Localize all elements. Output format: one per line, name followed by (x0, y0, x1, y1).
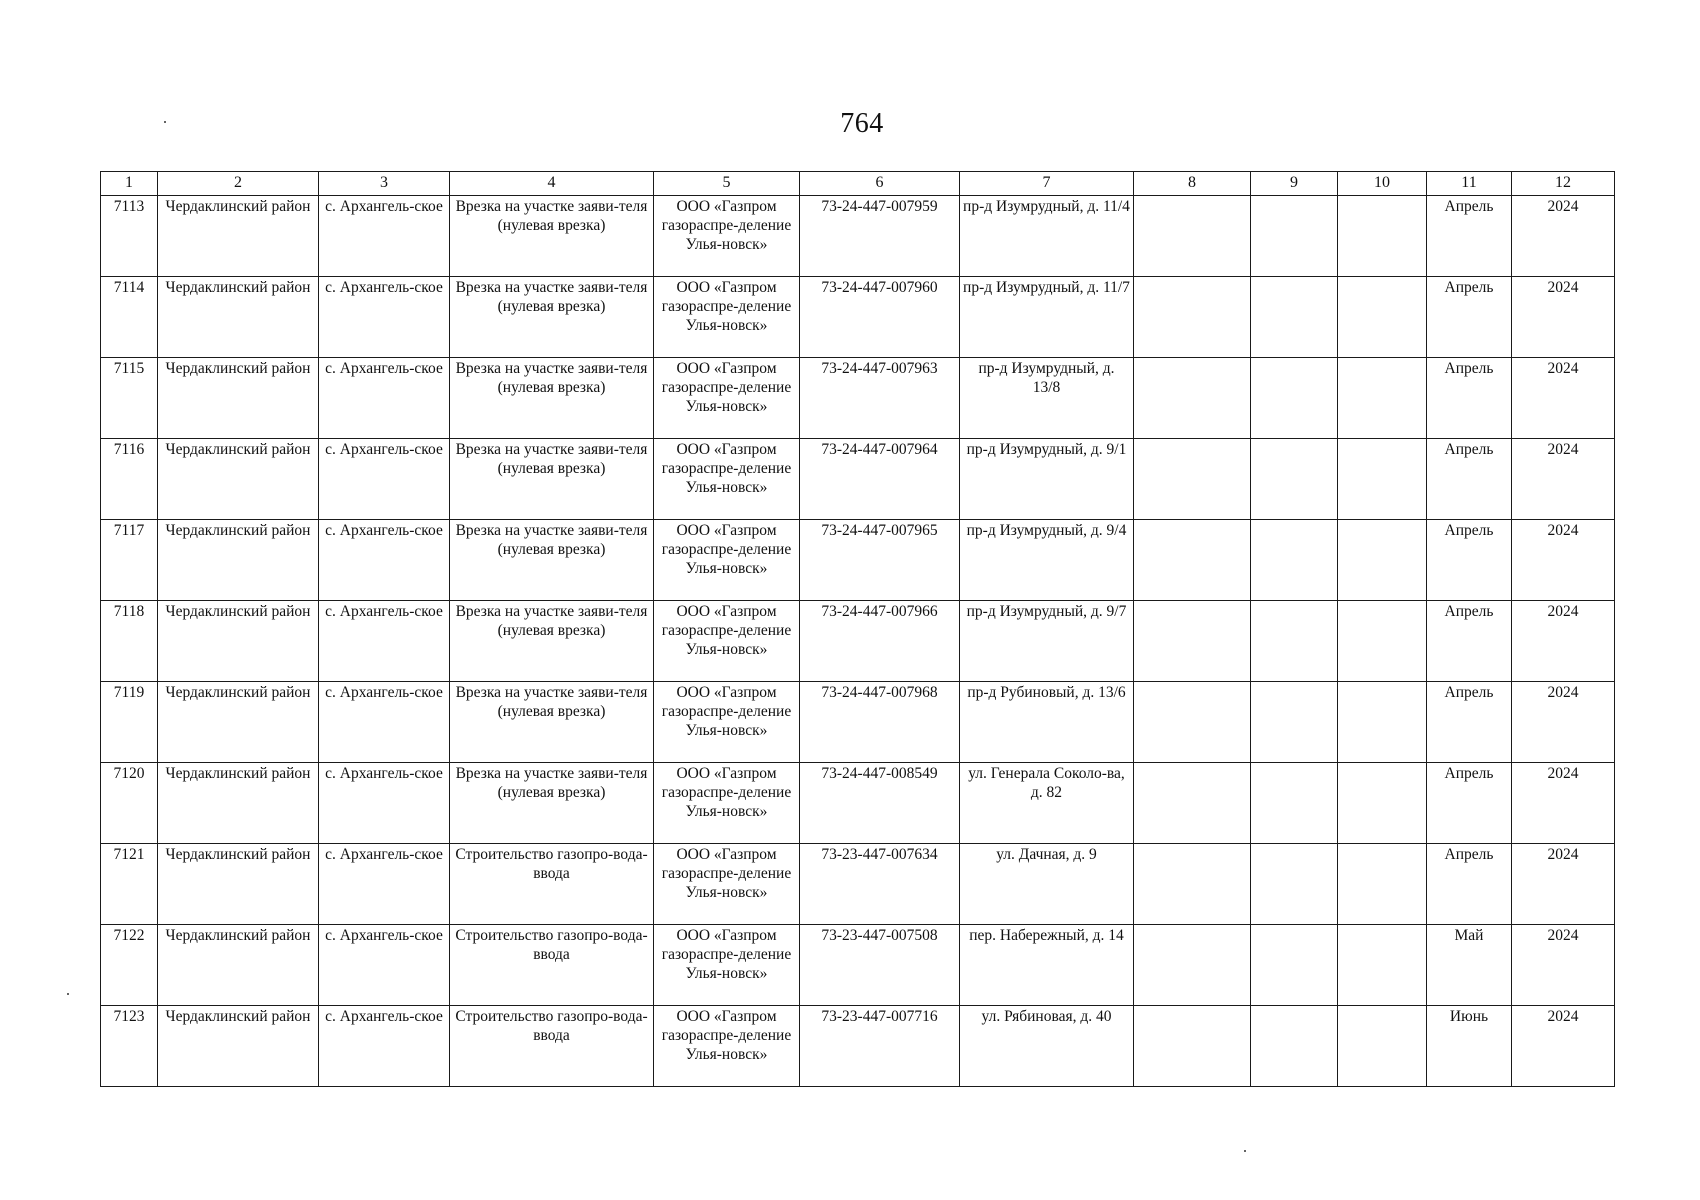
work-type-cell: Врезка на участке заяви-теля (нулевая врезка) (450, 601, 654, 682)
address-cell: ул. Рябиновая, д. 40 (960, 1006, 1134, 1087)
column-10-cell (1338, 925, 1427, 1006)
column-9-cell (1251, 196, 1338, 277)
address-cell: пр-д Изумрудный, д. 9/7 (960, 601, 1134, 682)
work-type-cell: Строительство газопро-вода-ввода (450, 1006, 654, 1087)
column-10-cell (1338, 439, 1427, 520)
row-number-cell: 7114 (101, 277, 158, 358)
work-type-cell: Врезка на участке заяви-теля (нулевая врезка) (450, 520, 654, 601)
row-number-cell: 7122 (101, 925, 158, 1006)
address-cell: пр-д Рубиновый, д. 13/6 (960, 682, 1134, 763)
cadastral-number-cell: 73-24-447-007966 (800, 601, 960, 682)
year-cell: 2024 (1512, 196, 1615, 277)
district-cell: Чердаклинский район (158, 925, 319, 1006)
year-cell: 2024 (1512, 277, 1615, 358)
district-cell: Чердаклинский район (158, 439, 319, 520)
column-number-header: 2 (158, 172, 319, 196)
address-cell: ул. Дачная, д. 9 (960, 844, 1134, 925)
row-number-cell: 7121 (101, 844, 158, 925)
organization-cell: ООО «Газпром газораспре-деление Улья-новск» (654, 520, 800, 601)
column-9-cell (1251, 439, 1338, 520)
column-number-header: 8 (1134, 172, 1251, 196)
column-8-cell (1134, 358, 1251, 439)
organization-cell: ООО «Газпром газораспре-деление Улья-новск» (654, 763, 800, 844)
column-8-cell (1134, 925, 1251, 1006)
table-row (101, 358, 1615, 439)
row-number-cell: 7115 (101, 358, 158, 439)
settlement-cell: с. Архангель-ское (319, 682, 450, 763)
column-9-cell (1251, 763, 1338, 844)
page-number: 764 (840, 108, 884, 139)
organization-cell: ООО «Газпром газораспре-деление Улья-новск» (654, 682, 800, 763)
settlement-cell: с. Архангель-ское (319, 277, 450, 358)
column-10-cell (1338, 601, 1427, 682)
column-10-cell (1338, 1006, 1427, 1087)
column-10-cell (1338, 682, 1427, 763)
district-cell: Чердаклинский район (158, 358, 319, 439)
district-cell: Чердаклинский район (158, 682, 319, 763)
column-number-row (101, 172, 1615, 196)
month-cell: Апрель (1427, 601, 1512, 682)
table-row (101, 1006, 1615, 1087)
work-type-cell: Строительство газопро-вода-ввода (450, 925, 654, 1006)
work-type-cell: Врезка на участке заяви-теля (нулевая врезка) (450, 358, 654, 439)
work-type-cell: Врезка на участке заяви-теля (нулевая врезка) (450, 682, 654, 763)
settlement-cell: с. Архангель-ское (319, 844, 450, 925)
column-8-cell (1134, 763, 1251, 844)
column-10-cell (1338, 196, 1427, 277)
month-cell: Май (1427, 925, 1512, 1006)
district-cell: Чердаклинский район (158, 1006, 319, 1087)
year-cell: 2024 (1512, 439, 1615, 520)
column-9-cell (1251, 358, 1338, 439)
column-number-header: 11 (1427, 172, 1512, 196)
row-number-cell: 7120 (101, 763, 158, 844)
month-cell: Апрель (1427, 196, 1512, 277)
scan-speck (67, 993, 69, 995)
scan-speck (164, 121, 166, 123)
column-9-cell (1251, 844, 1338, 925)
settlement-cell: с. Архангель-ское (319, 520, 450, 601)
cadastral-number-cell: 73-23-447-007508 (800, 925, 960, 1006)
column-10-cell (1338, 844, 1427, 925)
address-cell: пр-д Изумрудный, д. 9/4 (960, 520, 1134, 601)
district-cell: Чердаклинский район (158, 844, 319, 925)
district-cell: Чердаклинский район (158, 277, 319, 358)
column-9-cell (1251, 520, 1338, 601)
table-row (101, 682, 1615, 763)
organization-cell: ООО «Газпром газораспре-деление Улья-новск» (654, 196, 800, 277)
month-cell: Апрель (1427, 439, 1512, 520)
table-row (101, 844, 1615, 925)
work-type-cell: Врезка на участке заяви-теля (нулевая врезка) (450, 439, 654, 520)
address-cell: пер. Набережный, д. 14 (960, 925, 1134, 1006)
district-cell: Чердаклинский район (158, 196, 319, 277)
column-9-cell (1251, 601, 1338, 682)
column-8-cell (1134, 439, 1251, 520)
address-cell: пр-д Изумрудный, д. 11/4 (960, 196, 1134, 277)
column-number-header: 10 (1338, 172, 1427, 196)
column-number-header: 3 (319, 172, 450, 196)
row-number-cell: 7123 (101, 1006, 158, 1087)
column-10-cell (1338, 763, 1427, 844)
year-cell: 2024 (1512, 844, 1615, 925)
column-10-cell (1338, 358, 1427, 439)
organization-cell: ООО «Газпром газораспре-деление Улья-новск» (654, 277, 800, 358)
row-number-cell: 7118 (101, 601, 158, 682)
row-number-cell: 7117 (101, 520, 158, 601)
cadastral-number-cell: 73-24-447-007963 (800, 358, 960, 439)
column-8-cell (1134, 601, 1251, 682)
cadastral-number-cell: 73-23-447-007716 (800, 1006, 960, 1087)
scan-speck (1244, 1150, 1246, 1152)
column-number-header: 5 (654, 172, 800, 196)
address-cell: пр-д Изумрудный, д. 13/8 (960, 358, 1134, 439)
settlement-cell: с. Архангель-ское (319, 358, 450, 439)
settlement-cell: с. Архангель-ское (319, 439, 450, 520)
column-number-header: 4 (450, 172, 654, 196)
cadastral-number-cell: 73-24-447-007964 (800, 439, 960, 520)
month-cell: Апрель (1427, 358, 1512, 439)
cadastral-number-cell: 73-24-447-007965 (800, 520, 960, 601)
organization-cell: ООО «Газпром газораспре-деление Улья-новск» (654, 358, 800, 439)
year-cell: 2024 (1512, 1006, 1615, 1087)
table-row (101, 925, 1615, 1006)
settlement-cell: с. Архангель-ское (319, 601, 450, 682)
year-cell: 2024 (1512, 682, 1615, 763)
row-number-cell: 7113 (101, 196, 158, 277)
table-row (101, 196, 1615, 277)
table-row (101, 439, 1615, 520)
settlement-cell: с. Архангель-ское (319, 925, 450, 1006)
column-number-header: 7 (960, 172, 1134, 196)
organization-cell: ООО «Газпром газораспре-деление Улья-новск» (654, 601, 800, 682)
column-8-cell (1134, 682, 1251, 763)
column-9-cell (1251, 277, 1338, 358)
row-number-cell: 7116 (101, 439, 158, 520)
column-10-cell (1338, 520, 1427, 601)
year-cell: 2024 (1512, 763, 1615, 844)
column-number-header: 6 (800, 172, 960, 196)
cadastral-number-cell: 73-24-447-007968 (800, 682, 960, 763)
column-9-cell (1251, 1006, 1338, 1087)
district-cell: Чердаклинский район (158, 763, 319, 844)
month-cell: Апрель (1427, 682, 1512, 763)
year-cell: 2024 (1512, 358, 1615, 439)
year-cell: 2024 (1512, 520, 1615, 601)
table-row (101, 601, 1615, 682)
address-cell: пр-д Изумрудный, д. 11/7 (960, 277, 1134, 358)
month-cell: Апрель (1427, 844, 1512, 925)
column-number-header: 12 (1512, 172, 1615, 196)
work-type-cell: Врезка на участке заяви-теля (нулевая врезка) (450, 763, 654, 844)
column-8-cell (1134, 844, 1251, 925)
cadastral-number-cell: 73-23-447-007634 (800, 844, 960, 925)
column-8-cell (1134, 196, 1251, 277)
organization-cell: ООО «Газпром газораспре-деление Улья-новск» (654, 1006, 800, 1087)
organization-cell: ООО «Газпром газораспре-деление Улья-новск» (654, 925, 800, 1006)
month-cell: Июнь (1427, 1006, 1512, 1087)
table-row (101, 763, 1615, 844)
cadastral-number-cell: 73-24-447-007959 (800, 196, 960, 277)
gasification-register-table (100, 171, 1615, 1087)
column-9-cell (1251, 925, 1338, 1006)
column-8-cell (1134, 520, 1251, 601)
work-type-cell: Строительство газопро-вода-ввода (450, 844, 654, 925)
month-cell: Апрель (1427, 520, 1512, 601)
column-9-cell (1251, 682, 1338, 763)
row-number-cell: 7119 (101, 682, 158, 763)
table-row (101, 520, 1615, 601)
table-row (101, 277, 1615, 358)
address-cell: пр-д Изумрудный, д. 9/1 (960, 439, 1134, 520)
settlement-cell: с. Архангель-ское (319, 196, 450, 277)
organization-cell: ООО «Газпром газораспре-деление Улья-новск» (654, 844, 800, 925)
organization-cell: ООО «Газпром газораспре-деление Улья-новск» (654, 439, 800, 520)
cadastral-number-cell: 73-24-447-007960 (800, 277, 960, 358)
year-cell: 2024 (1512, 925, 1615, 1006)
column-8-cell (1134, 277, 1251, 358)
column-10-cell (1338, 277, 1427, 358)
settlement-cell: с. Архангель-ское (319, 763, 450, 844)
column-8-cell (1134, 1006, 1251, 1087)
column-number-header: 9 (1251, 172, 1338, 196)
address-cell: ул. Генерала Соколо-ва, д. 82 (960, 763, 1134, 844)
month-cell: Апрель (1427, 277, 1512, 358)
work-type-cell: Врезка на участке заяви-теля (нулевая врезка) (450, 277, 654, 358)
year-cell: 2024 (1512, 601, 1615, 682)
table-body (101, 196, 1615, 1087)
district-cell: Чердаклинский район (158, 601, 319, 682)
cadastral-number-cell: 73-24-447-008549 (800, 763, 960, 844)
column-number-header: 1 (101, 172, 158, 196)
district-cell: Чердаклинский район (158, 520, 319, 601)
settlement-cell: с. Архангель-ское (319, 1006, 450, 1087)
work-type-cell: Врезка на участке заяви-теля (нулевая врезка) (450, 196, 654, 277)
month-cell: Апрель (1427, 763, 1512, 844)
